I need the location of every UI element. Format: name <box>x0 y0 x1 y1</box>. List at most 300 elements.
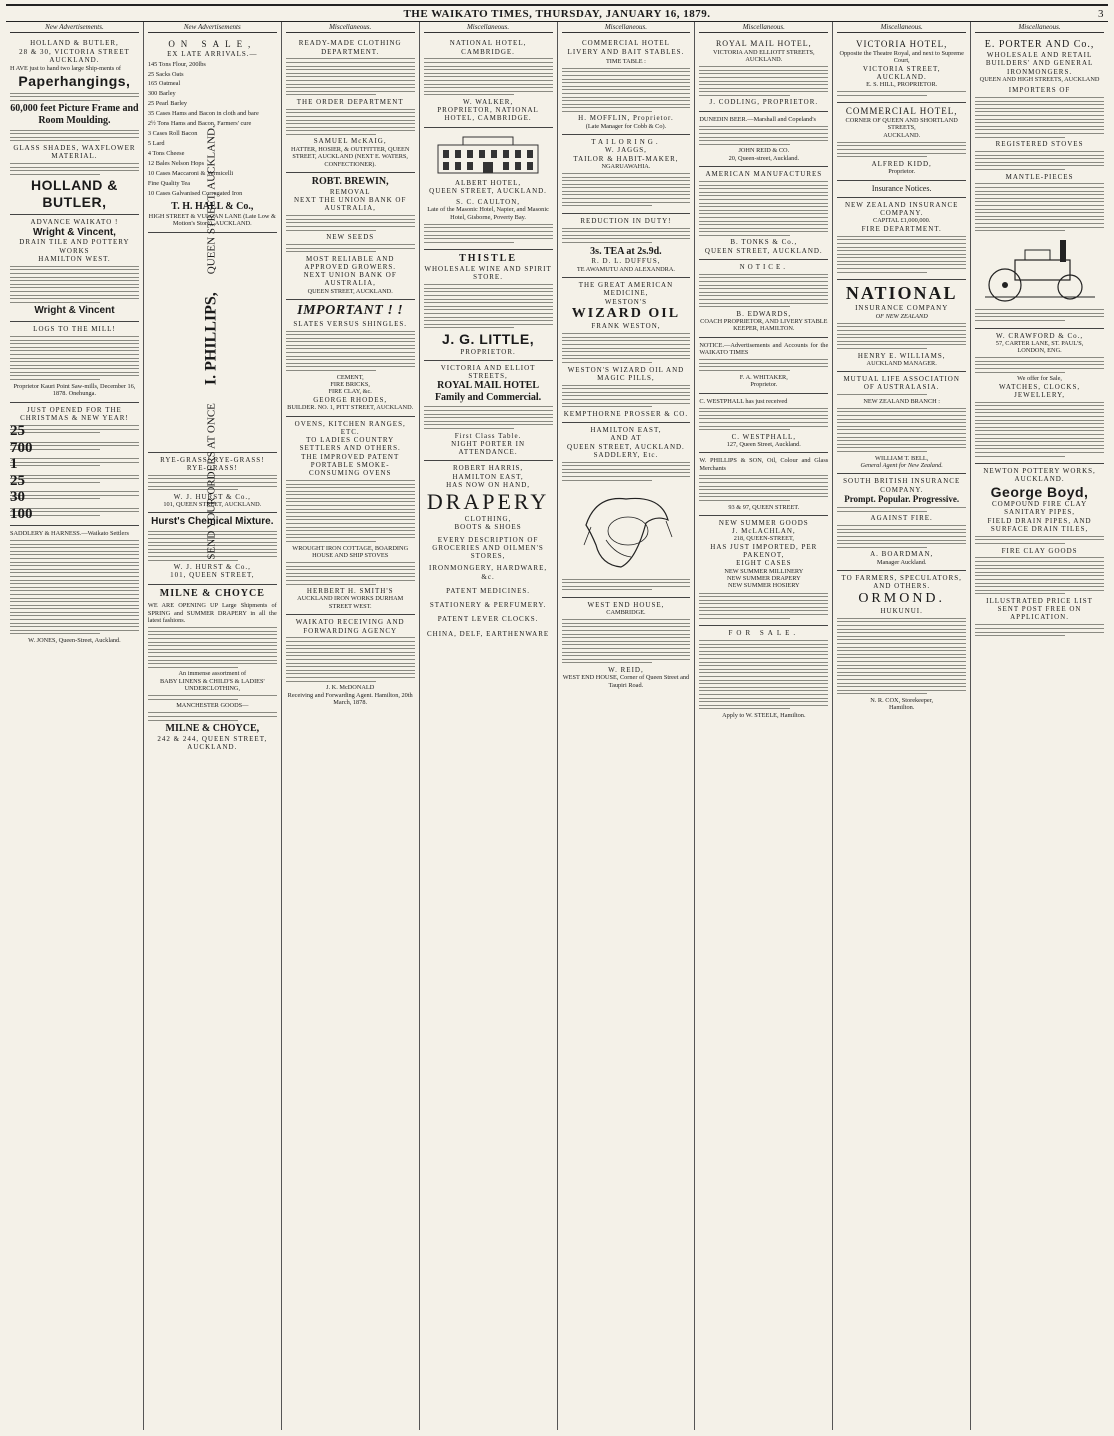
ad-line: NEW SUMMER MILLINERY <box>724 567 804 575</box>
ad-line: SOUTH BRITISH INSURANCE COMPANY. <box>843 477 961 494</box>
ad-line: ON SALE, <box>168 39 257 50</box>
ad-subline: TE AWAMUTU AND ALEXANDRA. <box>576 265 676 273</box>
ad-dunedin-beer <box>699 112 828 167</box>
body-text <box>286 244 415 252</box>
ad-line: WESTON'S WIZARD OIL AND MAGIC PILLS, <box>567 365 685 382</box>
ad-line: FIRE BRICKS, <box>330 381 370 389</box>
ad-line: FIRE CLAY, &c. <box>328 388 372 396</box>
column-5 <box>558 22 696 1430</box>
item: 1 <box>10 458 139 472</box>
ad-footer: C. WESTPHALL, <box>731 432 797 441</box>
ad-line: Family and Commercial. <box>434 392 542 404</box>
column-heading: Miscellaneous. <box>975 23 1104 33</box>
column-2 <box>144 22 282 1430</box>
ad-line: LONDON, ENG. <box>1017 347 1062 355</box>
ad-line: REDUCTION IN DUTY! <box>580 216 672 225</box>
ad-footer: W. J. HURST & Co., <box>173 563 251 572</box>
ad-saddlery-harness <box>10 526 139 648</box>
ad-headline: Hurst's Chemical Mixture. <box>151 516 274 528</box>
ad-headline: MILNE & CHOYCE <box>159 587 265 599</box>
ad-subline: Late of the Masonic Hotel, Napier, and Masonic Hotel, Gisborne, Poverty Bay. <box>427 206 549 221</box>
ad-herbert-smith <box>286 417 415 616</box>
ad-line: RYE-GRASS! <box>186 463 238 472</box>
ad-footer: W. JONES, Queen-Street, Auckland. <box>28 637 121 645</box>
ad-commercial-hotel-stables <box>562 36 691 135</box>
ad-line: EX LATE ARRIVALS.— <box>167 49 258 58</box>
ad-line: COMMERCIAL HOTEL <box>581 39 670 48</box>
ad-moses-draper <box>10 403 139 527</box>
ad-victoria-hotel <box>837 36 966 103</box>
ad-line: HOLLAND & BUTLER, <box>30 39 119 48</box>
ad-line: NEW SUMMER DRAPERY <box>726 575 801 583</box>
ad-subline: AUCKLAND MANAGER. <box>866 359 937 367</box>
ad-mutual-life <box>837 372 966 474</box>
ad-footer: Wright & Vincent <box>34 305 115 317</box>
ad-robert-harris <box>424 461 553 641</box>
ad-footer: Apply to W. STEELE, Hamilton. <box>722 711 806 719</box>
ad-line: ROYAL MAIL HOTEL, <box>715 39 812 49</box>
column-heading: Miscellaneous. <box>286 23 415 33</box>
masthead <box>6 4 1108 22</box>
ad-wright-vincent <box>10 215 139 322</box>
ad-for-sale-steele <box>699 626 828 723</box>
ad-line: NEW ZEALAND BRANCH : <box>863 397 941 405</box>
ad-line: REGISTERED STOVES <box>995 140 1084 149</box>
ad-footer: N. R. COX, Storekeeper, <box>870 696 934 704</box>
ad-line: IRONMONGERS. <box>1007 67 1073 76</box>
body-text <box>286 480 415 542</box>
list-item: 3 Cases Roll Bacon <box>147 130 198 138</box>
ad-george-boyd <box>975 464 1104 642</box>
ad-line: TAILOR & HABIT-MAKER, <box>573 154 679 163</box>
ad-albert-hotel <box>424 128 553 251</box>
ad-line: ILLUSTRATED PRICE LIST SENT POST FREE ON APPLICATION. <box>986 596 1093 622</box>
ad-line: BUILDERS' AND GENERAL <box>985 59 1094 68</box>
ad-headline: NATIONAL <box>845 283 958 304</box>
ad-subline: 101, QUEEN STREET, <box>170 571 255 580</box>
ad-line: FIRE DEPARTMENT. <box>861 224 942 233</box>
ad-line: W. CRAWFORD & Co., <box>995 331 1084 340</box>
ad-subline: BUILDER. NO. 1, PITT STREET, AUCKLAND. <box>287 404 414 412</box>
ad-line: QUEEN AND HIGH STREETS, AUCKLAND <box>979 75 1100 83</box>
ad-headline: DRAPERY <box>426 489 550 515</box>
body-text <box>699 274 828 307</box>
ad-line: An immense assortment of <box>178 670 247 678</box>
ad-commercial-hotel-auckland <box>837 103 966 180</box>
body-text <box>699 359 828 371</box>
ad-line: ROYAL MAIL HOTEL <box>437 380 539 392</box>
ad-line: E. S. HILL, PROPRIETOR. <box>866 81 938 89</box>
ad-line: FRANK WESTON, <box>591 322 661 331</box>
ad-national-hotel <box>424 36 553 127</box>
ad-footer: KEMPTHORNE PROSSER & CO. <box>563 409 689 418</box>
ad-holland-butler <box>10 36 139 215</box>
ad-george-rhodes <box>286 300 415 416</box>
ad-line: AMERICAN MANUFACTURES <box>705 170 823 179</box>
ad-line: IRONMONGERY, HARDWARE, &c. <box>428 564 548 581</box>
ad-line: THE ORDER DEPARTMENT <box>296 97 404 106</box>
ad-line: COMPOUND FIRE CLAY SANITARY PIPES, <box>991 500 1088 517</box>
ad-line: NIGHT PORTER IN ATTENDANCE. <box>451 439 526 457</box>
ad-line: NOTICE. <box>739 262 789 271</box>
body-text <box>699 408 828 431</box>
column-heading: Miscellaneous. <box>424 23 553 33</box>
ad-ormond <box>837 571 966 716</box>
ad-footer: JOHN REID & CO. <box>738 147 790 155</box>
ad-footer: W. J. HURST & Co., <box>173 492 251 501</box>
ad-line: BABY LINENS & CHILD'S & LADIES' UNDERCLOTHING, <box>159 677 265 693</box>
ad-line: VICTORIA AND ELLIOT STREETS, <box>440 363 536 380</box>
body-text <box>562 68 691 112</box>
ad-samuel-mckaig <box>286 36 415 173</box>
body-text <box>10 130 139 142</box>
body-text <box>424 224 553 243</box>
item: 700 <box>10 442 139 456</box>
ad-edwards-coach <box>699 260 828 338</box>
ad-footer: HENRY E. WILLIAMS, <box>857 351 946 360</box>
ad-waikato-agency <box>286 615 415 710</box>
page-number: 3 <box>1098 8 1104 20</box>
ad-line: WE ARE OPENING UP Large Shipments of SPRING and SUMMER DRAPERY in all the latest fashions. <box>147 602 277 625</box>
ad-royal-mail-hotel <box>424 361 553 462</box>
ad-phillips-oil-colour <box>699 453 828 516</box>
list-item: 10 Cases Galvanised Corrugated Iron <box>147 189 243 197</box>
ad-line: DUNEDIN BEER.—Marshall and Copeland's <box>699 115 816 123</box>
body-text <box>975 309 1104 321</box>
ad-line: SADDLERY & HARNESS.—Waikato Settlers <box>10 530 129 537</box>
rotated-ad-phillips: SEND YOUR ORDERS AT ONCE I. PHILLIPS, QUEEN STREET, AUCKLAND. <box>148 233 277 453</box>
ad-milne-choyce <box>148 585 277 756</box>
body-text <box>975 557 1104 594</box>
body-text <box>10 93 139 101</box>
ad-footer: J. G. LITTLE, <box>442 330 535 347</box>
ad-line: MOST RELIABLE AND APPROVED GROWERS. <box>304 254 397 271</box>
ad-line: CLOTHING, <box>464 515 512 524</box>
ad-line: NEW ZEALAND INSURANCE COMPANY. <box>844 200 959 218</box>
ad-west-end-house <box>562 598 691 693</box>
ad-footer: B. TONKS & Co., <box>730 238 798 247</box>
column-heading: Miscellaneous. <box>562 23 691 33</box>
ad-line: TO FARMERS, SPECULATORS, AND OTHERS. <box>841 574 962 591</box>
item: 30 <box>10 491 139 505</box>
column-8 <box>971 22 1108 1430</box>
ad-line: W. PHILLIPS & SON, Oil, Colour and Glass Merchants <box>699 457 829 472</box>
ad-line: IMPORTERS OF <box>1008 86 1071 95</box>
body-text <box>286 331 415 372</box>
body-text <box>699 181 828 236</box>
ad-footer: B. EDWARDS, <box>736 309 792 318</box>
body-text <box>148 627 277 668</box>
ad-subline: COACH PROPRIETOR, AND LIVERY STABLE KEEPER, HAMILTON. <box>700 318 828 333</box>
body-text <box>699 66 828 96</box>
ad-american-manufactures <box>699 167 828 260</box>
column-1 <box>6 22 144 1430</box>
ad-line: EIGHT CASES <box>736 559 792 568</box>
ad-line: THE GREAT AMERICAN MEDICINE, <box>578 281 674 298</box>
ad-subline: Proprietor. <box>750 381 778 389</box>
body-text <box>837 408 966 452</box>
body-text <box>424 284 553 328</box>
body-text <box>837 525 966 548</box>
ad-footer: HOLLAND & BUTLER, <box>30 177 118 210</box>
ad-subline: Proprietor. <box>888 168 916 176</box>
ad-subline: 127, Queen Street, Auckland. <box>726 440 801 448</box>
ad-headline: ROBT. BREWIN, <box>311 175 389 187</box>
list-item: 5 Lard <box>147 139 165 147</box>
list-item: 10 Cases Maccaroni & Vermicelli <box>147 169 234 177</box>
ad-line: LOGS TO THE MILL! <box>33 325 116 334</box>
list-item: 4 Tons Cheese <box>147 149 185 157</box>
body-text <box>148 712 277 720</box>
ad-footer: S. C. CAULTON, <box>456 198 521 207</box>
ad-line: DRAIN TILE AND POTTERY WORKS <box>19 238 130 255</box>
ad-line: COMMERCIAL HOTEL, <box>845 106 958 117</box>
ad-headline: Wright & Vincent, <box>32 226 116 238</box>
body-text <box>562 579 691 591</box>
body-text <box>10 266 139 303</box>
body-text <box>562 333 691 363</box>
ad-line: TAILORING. <box>591 138 661 147</box>
body-text <box>837 236 966 273</box>
ad-line: WEST END HOUSE, <box>587 601 665 610</box>
ad-footer: A. BOARDMAN, <box>870 550 934 559</box>
columns <box>6 22 1108 1430</box>
ad-line: NEW SUMMER HOSIERY <box>728 582 800 590</box>
body-text <box>10 540 139 634</box>
body-text <box>286 637 415 681</box>
ad-line: CHRISTMAS & NEW YEAR! <box>20 413 129 422</box>
ad-jaggs-tailoring <box>562 135 691 214</box>
ad-line: NEW SEEDS <box>326 233 375 242</box>
ad-line: QUEEN STREET, AUCKLAND. <box>567 442 685 451</box>
ad-line: 57, CARTER LANE, ST. PAUL'S, <box>995 339 1084 347</box>
ad-footer: NEXT UNION BANK OF AUSTRALIA, <box>303 271 397 288</box>
ad-line: First Class Table. <box>454 431 522 440</box>
body-text <box>975 97 1104 138</box>
ad-subline: Receiving and Forwarding Agent. Hamilton, 20th March, 1878. <box>287 691 413 706</box>
ad-line: W. JAGGS, <box>604 146 647 155</box>
ad-line: WATCHES, CLOCKS, JEWELLERY, <box>998 382 1081 399</box>
ad-line: HAMILTON WEST. <box>38 254 111 263</box>
ad-line: AUCKLAND. <box>1014 475 1065 484</box>
section-insurance-notices <box>837 181 966 198</box>
ad-footer: MILNE & CHOYCE, <box>165 723 260 735</box>
item: 25 <box>10 475 139 489</box>
ad-crawford <box>975 329 1104 465</box>
ad-subline: Hamilton. <box>889 704 915 712</box>
list-item: 25 Pearl Barley <box>147 100 188 108</box>
body-text <box>286 58 415 95</box>
ad-subline: General Agent for New Zealand. <box>860 462 943 470</box>
ad-mclachlan <box>699 516 828 626</box>
ad-robt-brewin <box>286 173 415 300</box>
body-text <box>699 126 828 145</box>
ad-headline: IMPORTANT ! ! <box>297 303 404 319</box>
body-text <box>837 323 966 349</box>
ad-line: WHOLESALE AND RETAIL <box>986 51 1093 60</box>
ad-line: READY-MADE CLOTHING DEPARTMENT. <box>298 39 402 56</box>
ad-subline: PROPRIETOR. <box>460 347 516 356</box>
ad-subline: 20, Queen-street, Auckland. <box>728 154 800 162</box>
ad-line: WROUGHT IRON COTTAGE, BOARDING HOUSE AND SHIP STOVES <box>292 544 409 560</box>
column-heading: New Advertisements. <box>10 23 139 33</box>
ad-line: HAMILTON EAST, <box>452 472 524 481</box>
body-text <box>424 406 553 429</box>
ad-line: ROBERT HARRIS, <box>452 464 524 473</box>
body-text <box>10 336 139 380</box>
ad-royal-mail-hotel-auckland <box>699 36 828 111</box>
body-text <box>837 618 966 694</box>
ad-line: VICTORIA HOTEL, <box>856 39 948 50</box>
ad-logs-to-mill <box>10 322 139 402</box>
body-text <box>286 562 415 585</box>
ad-line: We offer for Sale, <box>1017 375 1062 383</box>
ad-line: VICTORIA STREET, AUCKLAND. <box>862 64 941 81</box>
ad-line: C. WESTPHALL has just received <box>699 397 788 405</box>
list-item: 25 Sacks Oats <box>147 70 184 78</box>
ad-line: NGARUAWAHIA. <box>601 162 651 170</box>
list-item: 145 Tons Flour, 200lbs <box>147 60 206 68</box>
ad-line: BOOTS & SHOES <box>454 523 522 532</box>
ad-line: TIME TABLE : <box>605 57 646 65</box>
ad-line: NOTICE.—Advertisements and Accounts for the WAIKATO TIMES <box>699 341 829 357</box>
item: 25 <box>10 425 139 439</box>
ad-subline: Manager Auckland. <box>876 558 927 566</box>
ad-line: OF NEW ZEALAND <box>875 312 928 320</box>
ad-subline: WEST END HOUSE, Corner of Queen Street and Taupiri Road. <box>562 674 690 689</box>
body-text <box>10 163 139 175</box>
ad-footer: SAMUEL McKAIG, <box>313 137 387 146</box>
list-item: 165 Oatmeal <box>147 80 181 88</box>
ad-footer: W. REID, <box>608 666 644 675</box>
body-text <box>699 475 828 501</box>
masthead-title: THE WAIKATO TIMES, THURSDAY, JANUARY 16, 1879. <box>403 8 711 20</box>
ad-national-insurance <box>837 280 966 372</box>
ad-line: AND AT <box>610 434 642 443</box>
ad-line: AUCKLAND. <box>745 56 783 64</box>
ad-line: AGAINST FIRE. <box>870 514 933 523</box>
column-heading: Miscellaneous. <box>699 23 828 33</box>
section-heading: Insurance Notices. <box>871 183 932 193</box>
body-text <box>424 58 553 95</box>
body-text <box>699 640 828 709</box>
ad-line: STATIONERY & PERFUMERY. <box>429 601 547 610</box>
ad-line: NATIONAL HOTEL, <box>449 39 527 48</box>
list-item: 12 Bales Nelson Hops <box>147 159 205 167</box>
ad-headline: THISTLE <box>459 253 518 265</box>
ad-line: HUKUNUI. <box>880 607 923 616</box>
ad-line: J. McLACHLAN, <box>731 527 796 536</box>
ad-line: OVENS, KITCHEN RANGES, ETC. <box>294 419 406 436</box>
body-text <box>562 228 691 243</box>
ad-footer: H. MOFFLIN, Proprietor. <box>578 114 674 123</box>
list-item: Fine Quality Tea <box>147 179 190 187</box>
body-text <box>837 394 966 395</box>
list-item: 2½ Tons Hams and Bacon, Farmers' cure <box>147 120 252 128</box>
ad-e-porter <box>975 36 1104 328</box>
ad-line: FIRE CLAY GOODS <box>1001 546 1078 555</box>
body-text <box>562 385 691 408</box>
ad-footer: T. H. HALL & Co., <box>171 201 254 213</box>
ad-line: THE IMPROVED PATENT PORTABLE SMOKE-CONSUMING OVENS <box>301 452 400 478</box>
ad-footer: WILLIAM T. BELL, <box>875 454 929 462</box>
ad-line: NEXT THE UNION BANK OF AUSTRALIA, <box>294 196 407 213</box>
ad-whitaker-notice <box>699 338 828 394</box>
ad-line: FIELD DRAIN PIPES, AND SURFACE DRAIN TILES, <box>987 516 1092 533</box>
ad-line: REMOVAL <box>329 187 371 196</box>
ad-duffus-tea <box>562 214 691 278</box>
ad-subline: HIGH STREET & VULCAN LANE (Late Low & Motion's Store), AUCKLAND. <box>148 212 276 228</box>
ad-line: CORNER OF QUEEN AND SHORTLAND STREETS, <box>845 117 958 132</box>
column-heading: New Advertisements <box>148 23 277 33</box>
ad-headline: Paperhangings, <box>18 73 131 90</box>
ad-line: NEW SUMMER GOODS <box>718 518 809 527</box>
body-text <box>975 402 1104 457</box>
ad-subline: AUCKLAND IRON WORKS DURHAM STREET WEST. <box>297 595 404 610</box>
ad-line: WAIKATO RECEIVING AND FORWARDING AGENCY <box>295 618 405 635</box>
ad-subline: QUEEN STREET, AUCKLAND. <box>307 287 393 295</box>
ad-line: 28 & 30, VICTORIA STREET <box>19 47 130 56</box>
body-text <box>975 357 1104 372</box>
ad-line: RYE-GRASS! RYE-GRASS! <box>160 455 265 464</box>
ad-line: LIVERY AND BAIT STABLES. <box>567 47 685 56</box>
ad-footer: J. K. McDONALD <box>326 684 375 692</box>
ad-thistle <box>424 250 553 360</box>
column-6 <box>695 22 833 1430</box>
ad-footer: HERBERT H. SMITH'S <box>306 587 394 596</box>
body-text <box>148 695 277 700</box>
ad-line: TO LADIES COUNTRY SETTLERS AND OTHERS. <box>299 436 401 453</box>
column-7 <box>833 22 971 1430</box>
ad-intro: H AVE just to hand two large Ship-ments of <box>10 65 122 72</box>
ad-line: GLASS SHADES, WAXFLOWER MATERIAL. <box>13 143 136 161</box>
ad-line: E. PORTER AND Co., <box>984 39 1095 51</box>
ad-line: CHINA, DELF, EARTHENWARE <box>426 629 550 638</box>
ad-headline: ORMOND. <box>858 590 946 606</box>
body-text <box>562 173 691 206</box>
ad-footer: Proprietor Kauri Point Saw-mills, December 16, 1878. Onehunga. <box>13 382 136 398</box>
ad-line: HAMILTON EAST, <box>590 426 662 435</box>
ad-line: ADVANCE WAIKATO ! <box>30 218 119 227</box>
ad-headline: WIZARD OIL <box>571 305 681 321</box>
ad-wizard-oil <box>562 278 691 423</box>
ad-line: PATENT MEDICINES. <box>446 586 531 595</box>
ad-line: SLATES VERSUS SHINGLES. <box>293 319 408 328</box>
ad-headline: George Boyd, <box>990 483 1089 500</box>
body-text <box>975 624 1104 636</box>
ad-line: CEMENT, <box>336 373 364 381</box>
ad-subline: PROPRIETOR, NATIONAL HOTEL, CAMBRIDGE. <box>437 106 539 123</box>
ad-footer: F. A. WHITAKER, <box>739 373 788 381</box>
ad-line: CAMBRIDGE. <box>461 47 515 56</box>
body-text <box>975 151 1104 170</box>
ad-line: AUCKLAND. <box>883 131 921 139</box>
body-text <box>562 462 691 481</box>
ad-westphall <box>699 394 828 454</box>
body-text <box>699 593 828 619</box>
ad-line: MANCHESTER GOODS— <box>176 702 249 710</box>
ad-line: WESTON'S <box>604 297 648 306</box>
ad-subline: 101, QUEEN STREET, AUCKLAND. <box>163 500 262 508</box>
body-text <box>837 91 966 96</box>
list-item: 35 Cases Hams and Bacon in cloth and bare <box>147 110 259 118</box>
ad-line: JUST OPENED FOR THE <box>27 405 122 414</box>
ad-nz-insurance <box>837 198 966 280</box>
column-heading: Miscellaneous. <box>837 23 966 33</box>
ad-footer: W. WALKER, <box>462 97 514 106</box>
body-text <box>975 536 1104 544</box>
ad-footer: 93 & 97, QUEEN STREET. <box>728 503 800 511</box>
